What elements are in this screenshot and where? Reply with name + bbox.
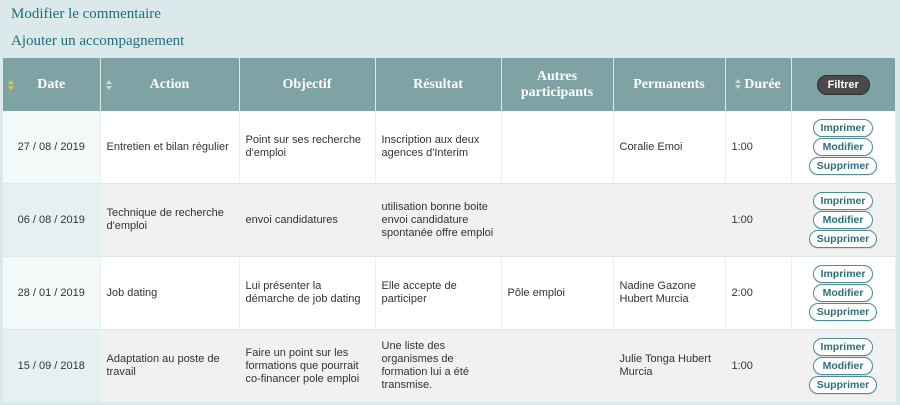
sort-duree-icon[interactable]	[735, 79, 741, 89]
print-button[interactable]: Imprimer	[813, 192, 873, 210]
table-header-row	[3, 58, 895, 111]
edit-button[interactable]: Modifier	[813, 284, 873, 302]
delete-button[interactable]: Supprimer	[809, 303, 877, 321]
cell-date: 27 / 08 / 2019	[3, 111, 100, 184]
accompaniment-table	[3, 58, 896, 403]
cell-action: Entretien et bilan régulier	[100, 111, 239, 184]
table-row	[3, 184, 895, 257]
cell-autres-participants	[501, 184, 613, 257]
cell-actions	[791, 184, 895, 257]
cell-objectif: Point sur ses recherche d'emploi	[239, 111, 375, 184]
sort-action-icon[interactable]	[106, 80, 112, 90]
cell-actions	[791, 330, 895, 403]
cell-autres-participants: Pôle emploi	[501, 257, 613, 330]
cell-duree: 1:00	[725, 330, 791, 403]
delete-button[interactable]: Supprimer	[809, 157, 877, 175]
cell-resultat: Inscription aux deux agences d'Interim	[375, 111, 501, 184]
cell-resultat: Elle accepte de participer	[375, 257, 501, 330]
header-action[interactable]: Action	[100, 58, 239, 111]
print-button[interactable]: Imprimer	[813, 119, 873, 137]
header-filter	[791, 58, 895, 111]
cell-actions	[791, 257, 895, 330]
cell-date: 15 / 09 / 2018	[3, 330, 100, 403]
cell-duree: 2:00	[725, 257, 791, 330]
edit-button[interactable]: Modifier	[813, 357, 873, 375]
sort-date-icon[interactable]	[8, 80, 14, 90]
cell-objectif: Faire un point sur les formations que pourrait co-financer pole emploi	[239, 330, 375, 403]
header-autres-participants: Autres participants	[501, 58, 613, 111]
delete-button[interactable]: Supprimer	[809, 376, 877, 394]
cell-action: Technique de recherche d'emploi	[100, 184, 239, 257]
header-permanents: Permanents	[613, 58, 725, 111]
header-objectif: Objectif	[239, 58, 375, 111]
header-duree[interactable]: Durée	[725, 58, 791, 111]
cell-autres-participants	[501, 111, 613, 184]
cell-permanents: Julie Tonga Hubert Murcia	[613, 330, 725, 403]
table-row	[3, 330, 895, 403]
cell-objectif: envoi candidatures	[239, 184, 375, 257]
cell-resultat: utilisation bonne boite envoi candidature spontanée offre emploi	[375, 184, 501, 257]
cell-resultat: Une liste des organismes de formation lui a été transmise.	[375, 330, 501, 403]
cell-action: Adaptation au poste de travail	[100, 330, 239, 403]
table-row	[3, 257, 895, 330]
delete-button[interactable]: Supprimer	[809, 230, 877, 248]
edit-comment-link[interactable]: Modifier le commentaire	[11, 6, 161, 22]
cell-permanents	[613, 184, 725, 257]
cell-permanents: Coralie Emoi	[613, 111, 725, 184]
edit-button[interactable]: Modifier	[813, 138, 873, 156]
cell-autres-participants	[501, 330, 613, 403]
table-row	[3, 111, 895, 184]
print-button[interactable]: Imprimer	[813, 338, 873, 356]
filter-button[interactable]: Filtrer	[817, 75, 870, 95]
edit-button[interactable]: Modifier	[813, 211, 873, 229]
cell-permanents: Nadine Gazone Hubert Murcia	[613, 257, 725, 330]
cell-duree: 1:00	[725, 111, 791, 184]
top-links	[0, 0, 900, 50]
print-button[interactable]: Imprimer	[813, 265, 873, 283]
header-resultat: Résultat	[375, 58, 501, 111]
add-support-link[interactable]: Ajouter un accompagnement	[11, 33, 185, 49]
cell-duree: 1:00	[725, 184, 791, 257]
cell-actions	[791, 111, 895, 184]
cell-objectif: Lui présenter la démarche de job dating	[239, 257, 375, 330]
header-date[interactable]: Date	[3, 58, 100, 111]
cell-action: Job dating	[100, 257, 239, 330]
cell-date: 28 / 01 / 2019	[3, 257, 100, 330]
cell-date: 06 / 08 / 2019	[3, 184, 100, 257]
